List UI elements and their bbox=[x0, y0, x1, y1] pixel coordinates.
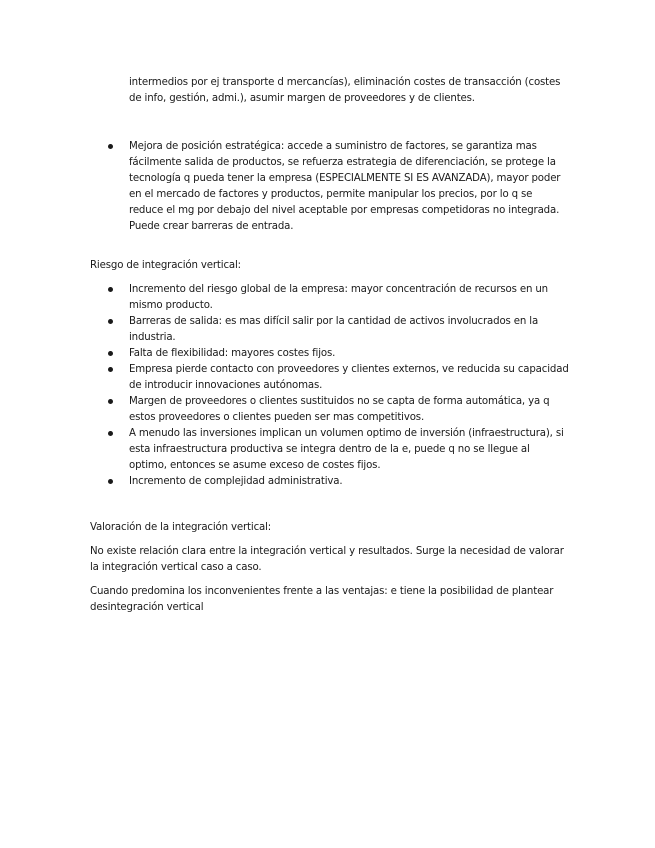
list-item bbox=[0, 282, 569, 314]
risk-item-text: A menudo las inversiones implican un volumen optimo de inversión (infraestructura), si esta infraestructura productiva se integra dentro de la e, puede q no se llegue al optimo, entonces se asume exceso de costes fijos. bbox=[129, 428, 564, 471]
bullet-icon bbox=[108, 287, 113, 292]
bullet-icon bbox=[108, 351, 113, 356]
list-item bbox=[0, 362, 569, 394]
risk-item-text: Incremento de complejidad administrativa. bbox=[129, 476, 343, 487]
bullet-icon bbox=[108, 431, 113, 436]
risk-item-text: Falta de flexibilidad: mayores costes fijos. bbox=[129, 348, 336, 359]
bullet-icon bbox=[108, 367, 113, 372]
list-item bbox=[0, 426, 569, 474]
continuation-text: intermedios por ej transporte d mercancías), eliminación costes de transacción (costes de info, gestión, admi.), asumir margen de proveedores y de clientes. bbox=[129, 77, 561, 104]
risk-item-text: Barreras de salida: es mas difícil salir por la cantidad de activos involucrados en la industria. bbox=[129, 316, 539, 343]
risk-item-text: Incremento del riesgo global de la empresa: mayor concentración de recursos en un mismo producto. bbox=[129, 284, 548, 311]
bullet-icon bbox=[108, 399, 113, 404]
risk-item-text: Empresa pierde contacto con proveedores y clientes externos, ve reducida su capacidad de introducir innovaciones autónomas. bbox=[129, 364, 569, 391]
risk-list bbox=[0, 282, 655, 490]
list-item bbox=[0, 474, 569, 490]
valuation-heading: Valoración de la integración vertical: bbox=[90, 522, 272, 533]
list-item bbox=[0, 139, 569, 235]
bullet-icon bbox=[108, 319, 113, 324]
risk-heading: Riesgo de integración vertical: bbox=[90, 260, 241, 271]
risk-item-text: Margen de proveedores o clientes sustituidos no se capta de forma automática, ya q estos proveedores o clientes pueden ser mas competitivos. bbox=[129, 396, 550, 423]
bullet-icon bbox=[108, 479, 113, 484]
valuation-paragraph-1: No existe relación clara entre la integración vertical y resultados. Surge la necesidad de valorar la integración vertical caso a caso. bbox=[90, 546, 564, 573]
list-item bbox=[0, 346, 569, 362]
bullet-icon bbox=[108, 144, 113, 149]
list-item bbox=[0, 394, 569, 426]
strategic-bullet-list bbox=[0, 139, 655, 235]
list-item bbox=[0, 314, 569, 346]
strategic-bullet-text: Mejora de posición estratégica: accede a suministro de factores, se garantiza mas fácilmente salida de productos, se refuerza estrategia de diferenciación, se protege la tecnología q pueda tener la empresa (ESPECIALMENTE SI ES AVANZADA), mayor poder en el mercado de factores y productos, permite manipular los precios, por lo q se reduce el mg por debajo del nivel aceptable por empresas competidoras no integrada. Puede crear barreras de entrada. bbox=[129, 141, 561, 232]
valuation-paragraph-2: Cuando predomina los inconvenientes frente a las ventajas: e tiene la posibilidad de plantear desintegración vertical bbox=[90, 586, 554, 613]
